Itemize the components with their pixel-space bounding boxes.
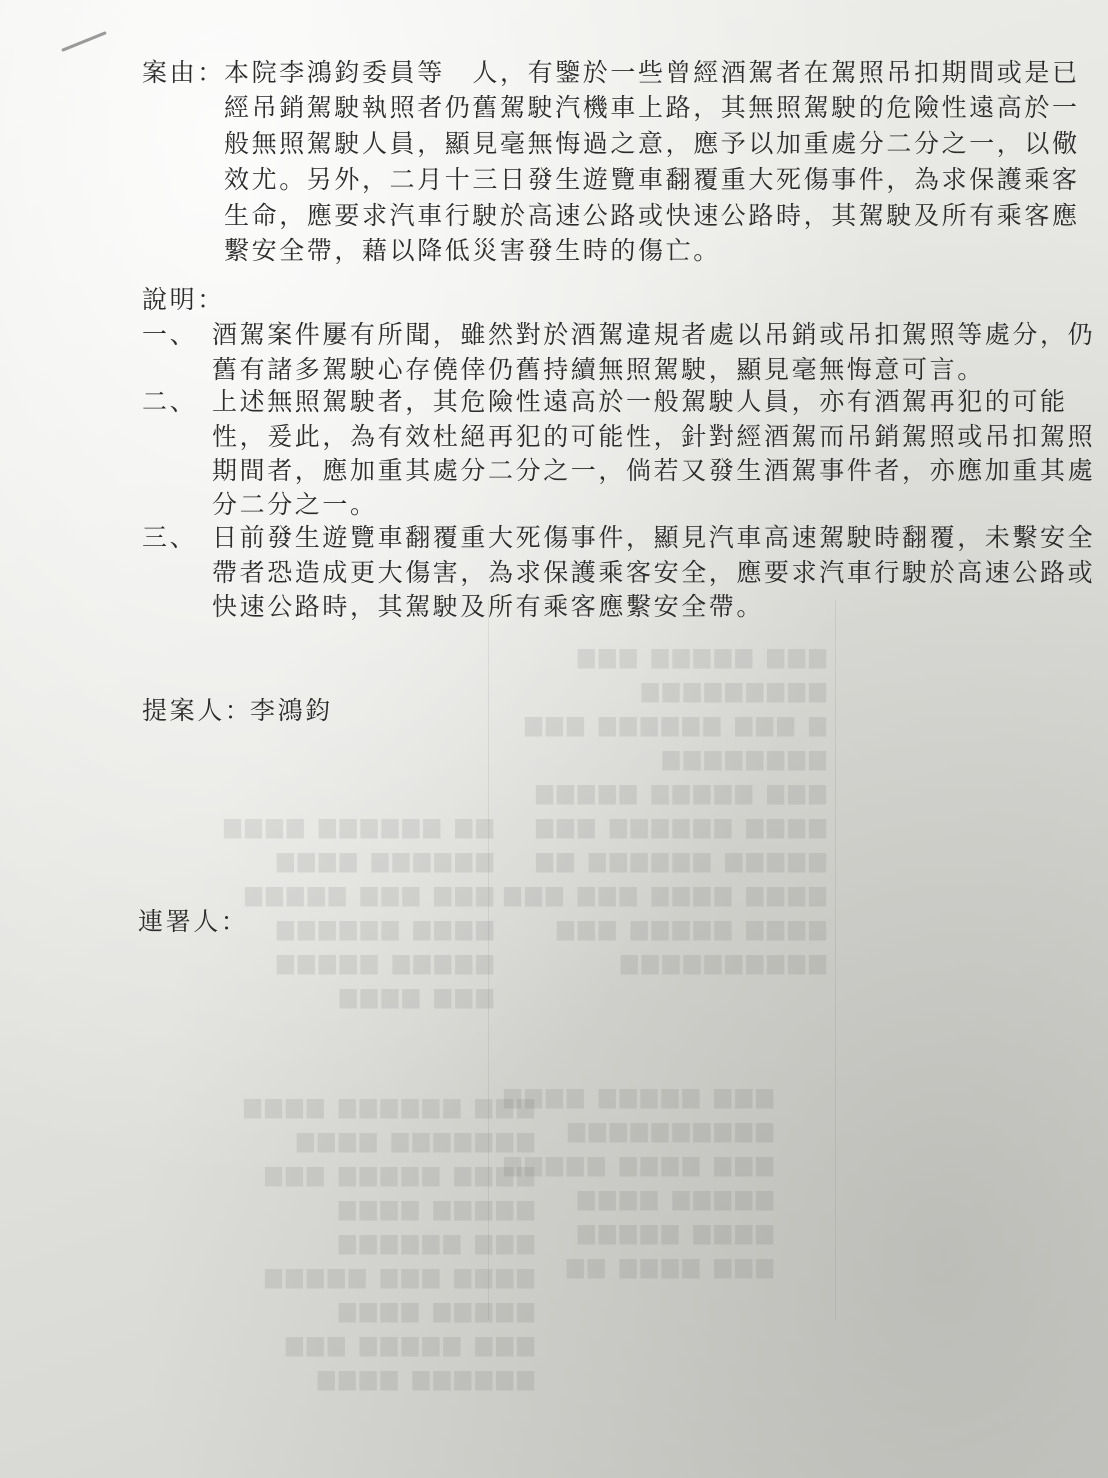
item-line: 酒駕案件屢有所聞，雖然對於酒駕違規者處以吊銷或吊扣駕照等處分，仍 xyxy=(212,320,1096,349)
item-line: 性，爰此，為有效杜絕再犯的可能性，針對經酒駕而吊銷駕照或吊扣駕照 xyxy=(212,422,1096,451)
bleed-through-text: ▆▆▆ ▆▆▆▆▆ ▆▆▆▆ ▆▆▆▆▆▆▆▆▆▆ ▆▆▆ ▆▆▆▆ ▆▆▆▆▆ ▆▆▆▆▆ ▆▆▆▆ ▆▆▆▆ ▆▆▆▆▆ ▆▆▆ ▆▆▆▆ ▆▆ xyxy=(500,1084,774,1279)
item-number: 三、 xyxy=(142,523,198,552)
cause-line: 生命，應要求汽車行駛於高速公路或快速公路時，其駕駛及所有乘客應 xyxy=(224,201,1080,230)
cause-label: 案由： xyxy=(142,58,225,87)
item-line: 日前發生遊覽車翻覆重大死傷事件，顯見汽車高速駕駛時翻覆，未繫安全 xyxy=(212,523,1096,552)
pen-mark xyxy=(61,31,107,52)
bleed-through-text: ▆▆▆ ▆▆▆▆▆ ▆▆▆ ▆▆▆▆▆▆▆▆▆ ▆ ▆▆▆ ▆▆▆▆▆▆ ▆▆▆ ▆▆▆▆▆▆▆▆ ▆▆▆ ▆▆▆▆▆ ▆▆▆▆▆ ▆▆▆▆ ▆▆▆▆▆▆ ▆▆▆ ▆▆▆▆▆ ▆▆▆▆▆▆ ▆▆ ▆▆▆▆ ▆▆▆▆ ▆▆▆ ▆▆▆ ▆▆▆▆ ▆▆▆▆▆ ▆▆▆ ▆▆▆▆▆▆▆▆▆▆ xyxy=(500,644,826,975)
bleed-through-rule xyxy=(488,600,489,1320)
item-line: 分二分之一。 xyxy=(212,490,378,519)
proposer-name: 李鴻鈞 xyxy=(250,696,333,725)
cause-line: 般無照駕駛人員，顯見毫無悔過之意，應予以加重處分二分之一，以儆 xyxy=(224,129,1080,158)
bleed-through-text: ▆▆▆ ▆▆▆▆▆▆ ▆▆▆▆ ▆▆▆▆▆▆▆ ▆▆▆▆ ▆▆▆▆ ▆▆▆▆▆ ▆▆▆ ▆▆▆▆▆ ▆▆▆▆ ▆▆▆ ▆▆▆▆▆▆ ▆▆▆▆ ▆▆▆ ▆▆▆▆▆ ▆▆▆▆▆ ▆▆▆▆ ▆▆▆ ▆▆▆▆▆ ▆▆▆ ▆▆▆▆▆▆ ▆▆▆▆ xyxy=(240,1094,534,1391)
cause-line: 經吊銷駕駛執照者仍舊駕駛汽機車上路，其無照駕駛的危險性遠高於一 xyxy=(224,93,1080,122)
item-number: 二、 xyxy=(142,387,198,416)
bleed-through-rule xyxy=(835,600,836,1320)
explanation-label: 說明： xyxy=(142,285,225,314)
bleed-through-text: ▆▆ ▆▆▆▆▆▆ ▆▆▆▆ ▆▆▆▆▆▆ ▆▆▆▆ ▆▆▆ ▆▆▆ ▆▆▆▆▆ ▆▆▆▆ ▆▆▆▆▆▆ ▆▆▆▆▆ ▆▆▆▆▆ ▆▆▆ ▆▆▆▆ xyxy=(220,814,494,1009)
item-line: 快速公路時，其駕駛及所有乘客應繫安全帶。 xyxy=(212,592,765,621)
item-line: 上述無照駕駛者，其危險性遠高於一般駕駛人員，亦有酒駕再犯的可能 xyxy=(212,387,1068,416)
item-line: 舊有諸多駕駛心存僥倖仍舊持續無照駕駛，顯見毫無悔意可言。 xyxy=(212,355,985,384)
item-number: 一、 xyxy=(142,320,198,349)
item-line: 帶者恐造成更大傷害，為求保護乘客安全，應要求汽車行駛於高速公路或 xyxy=(212,558,1096,587)
cause-line: 繫安全帶，藉以降低災害發生時的傷亡。 xyxy=(224,236,721,265)
cause-line: 本院李鴻鈞委員等 人，有鑒於一些曾經酒駕者在駕照吊扣期間或是已 xyxy=(224,58,1080,87)
cosigner-label: 連署人： xyxy=(138,907,249,936)
cause-line: 效尤。另外，二月十三日發生遊覽車翻覆重大死傷事件，為求保護乘客 xyxy=(224,165,1080,194)
item-line: 期間者，應加重其處分二分之一，倘若又發生酒駕事件者，亦應加重其處 xyxy=(212,456,1096,485)
proposer-label: 提案人： xyxy=(142,696,253,725)
